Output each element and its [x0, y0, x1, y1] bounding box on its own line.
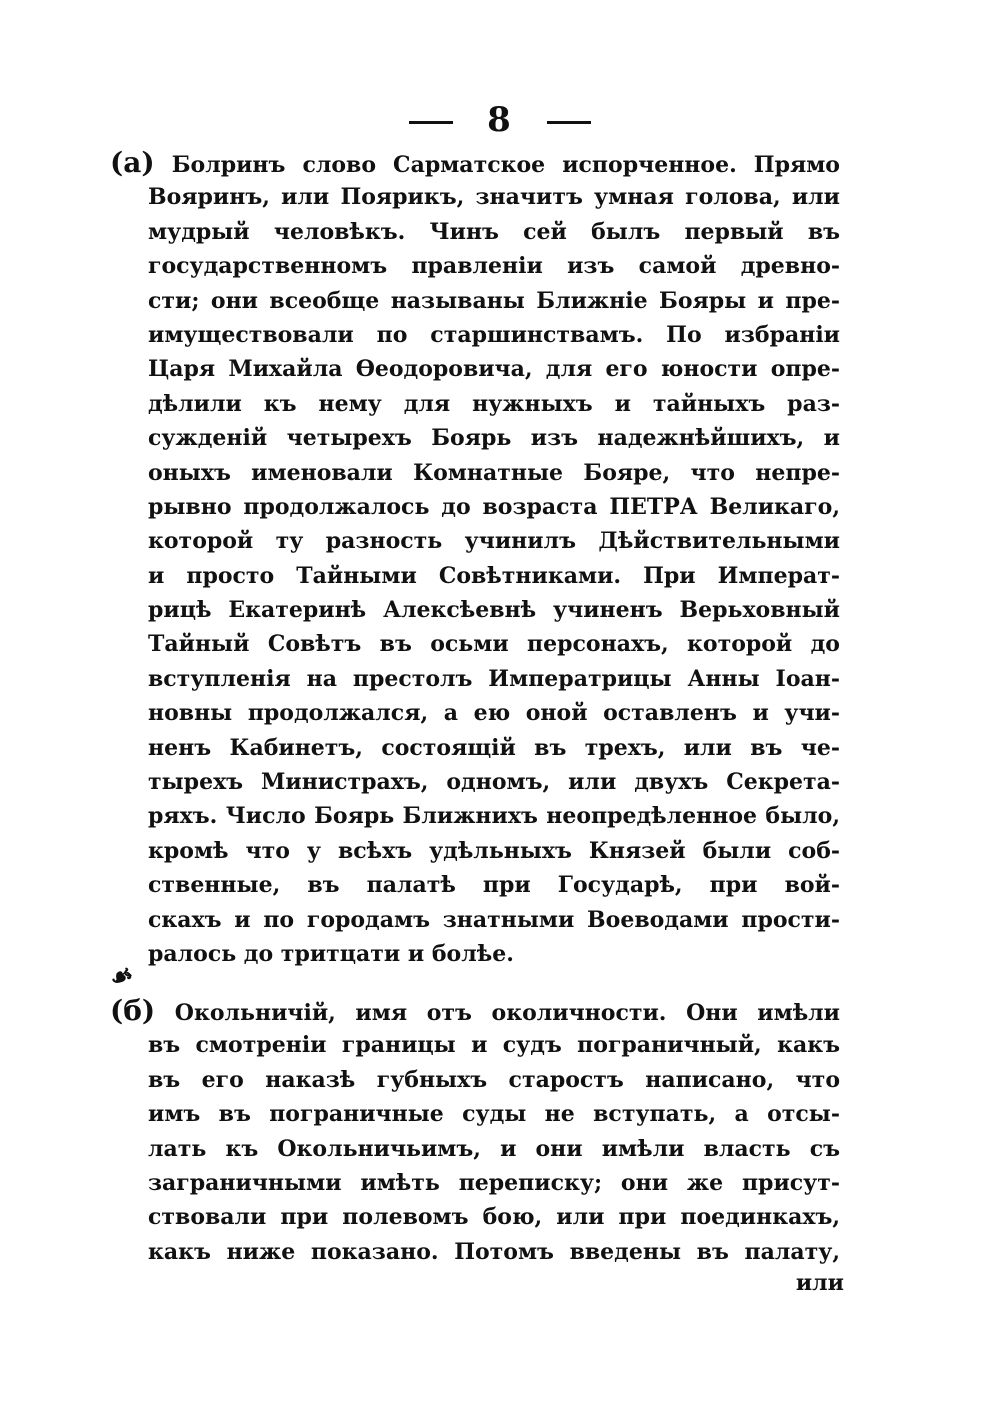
- footnote-line: скахъ и по городамъ знатными Воеводами прости-: [148, 906, 840, 933]
- footnote-line: ралось до тритцати и болѣе.: [148, 940, 514, 967]
- footnote-line: заграничными имѣть переписку; они же присут-: [148, 1169, 840, 1196]
- footnote-a: [110, 146, 840, 971]
- footnote-line: Вояринъ, или Поярикъ, значитъ умная голова, или: [148, 184, 840, 211]
- footnote-line: ствовали при полевомъ бою, или при поединкахъ,: [148, 1204, 840, 1231]
- footnote-line: кромѣ что у всѣхъ удѣльныхъ Князей были соб-: [148, 837, 840, 864]
- footnote-line: имуществовали по старшинствамъ. По избраніи: [148, 321, 840, 348]
- footnote-line: которой ту разность учинилъ Дѣйствительными: [148, 528, 840, 555]
- footnote-line: мудрый человѣкъ. Чинъ сей былъ первый въ: [148, 218, 840, 245]
- footnote-line: въ его наказѣ губныхъ старостъ написано, что: [148, 1066, 840, 1093]
- footnote-line: государственномъ правленіи изъ самой древно-: [148, 253, 840, 280]
- footnote-line: тырехъ Министрахъ, одномъ, или двухъ Секрета-: [148, 769, 840, 796]
- footnote-line: рывно продолжалось до возраста ПЕТРА Великаго,: [148, 493, 840, 520]
- footnote-line: [110, 146, 840, 180]
- footnote-line: вступленія на престолъ Императрицы Анны Іоан-: [148, 665, 840, 692]
- footnote-marker: (а): [110, 146, 155, 179]
- footnote-line: оныхъ именовали Комнатные Бояре, что непре-: [148, 459, 840, 486]
- footnote-b: [110, 994, 840, 1269]
- footnote-line: какъ ниже показано. Потомъ введены въ палату,: [148, 1238, 840, 1265]
- footnote-line: Тайный Совѣтъ въ осьми персонахъ, которой до: [148, 631, 840, 658]
- header-dash-right: [547, 121, 591, 124]
- footnote-line: ряхъ. Число Боярь Ближнихъ неопредѣленное было,: [148, 803, 840, 830]
- footnote-line: рицѣ Екатеринѣ Алексѣевнѣ учиненъ Верьховный: [148, 597, 840, 624]
- page-header: [0, 100, 1000, 140]
- footnote-line: новны продолжался, а ею оной оставленъ и учи-: [148, 700, 840, 727]
- margin-ornament-icon: ☙: [105, 958, 138, 996]
- footnote-line: сужденій четырехъ Боярь изъ надежнѣйшихъ, и: [148, 425, 840, 452]
- footnote-line-text: Болринъ слово Сарматское испорченное. Прямо: [171, 152, 840, 178]
- footnote-line: Царя Михайла Ѳеодоровича, для его юности опре-: [148, 356, 840, 383]
- footnote-line: въ смотреніи границы и судъ пограничный, какъ: [148, 1032, 840, 1059]
- footnote-line: сти; они всеобще называны Ближніе Бояры и пре-: [148, 287, 840, 314]
- footnote-line-text: Окольничій, имя отъ околичности. Они имѣли: [174, 1000, 840, 1026]
- footnote-line: [110, 994, 840, 1028]
- footnote-line: имъ въ пограничные суды не вступать, а отсы-: [148, 1101, 840, 1128]
- footnote-line: лать къ Окольничьимъ, и они имѣли власть съ: [148, 1135, 840, 1162]
- footnote-line: дѣлили къ нему для нужныхъ и тайныхъ раз-: [148, 390, 840, 417]
- footnote-line: и просто Тайными Совѣтниками. При Императ-: [148, 562, 840, 589]
- header-dash-left: [409, 121, 453, 124]
- catchword: или: [795, 1270, 844, 1296]
- page-number: 8: [487, 100, 513, 140]
- footnote-line: ственные, въ палатѣ при Государѣ, при вой-: [148, 872, 840, 899]
- footnote-line: ненъ Кабинетъ, состоящій въ трехъ, или въ че-: [148, 734, 840, 761]
- footnote-marker: (б): [110, 994, 156, 1027]
